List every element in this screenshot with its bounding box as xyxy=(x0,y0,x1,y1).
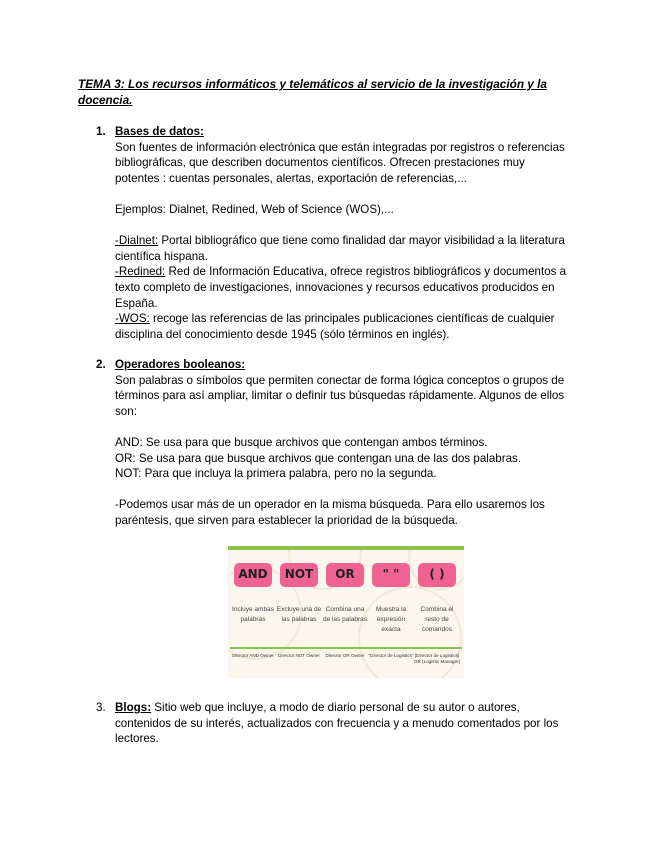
paragraph-line: términos para así ampliar, limitar o definir tus búsquedas rápidamente. Algunos de ellos xyxy=(115,389,565,403)
paragraph-line: científica hispana. xyxy=(115,249,208,263)
wos-label: -WOS: xyxy=(115,312,150,326)
paragraph-line: bibliográficas, que describen documentos científicos. Ofrecen prestaciones muy xyxy=(115,156,525,170)
paragraph-line: paréntesis, que sirven para establecer la prioridad de la búsqueda. xyxy=(115,513,458,527)
not-definition: NOT: Para que incluya la primera palabra, pero no la segunda. xyxy=(115,467,437,481)
paragraph-line: -Podemos usar más de un operador en la misma búsqueda. Para ello usaremos los xyxy=(115,498,545,512)
and-definition: AND: Se usa para que busque archivos que contengan ambos términos. xyxy=(115,435,488,449)
operator-example: Director NOT Owner xyxy=(278,653,320,658)
figure-divider xyxy=(230,647,462,649)
section-number: 3. xyxy=(96,701,106,714)
operator-description: Excluye una de las palabras xyxy=(276,606,322,623)
wos-definition: -WOS: recoge las referencias de las principales publicaciones científicas de cualquier xyxy=(115,312,555,326)
paragraph-line: disciplina del conocimiento desde 1945 (sólo términos en inglés). xyxy=(115,327,450,341)
figure-top-bar xyxy=(228,546,464,550)
paragraph-line: texto completo de investigaciones, innovaciones y recursos educativos producidos en xyxy=(115,280,555,294)
operator-example: "Director de Logistics" xyxy=(368,653,414,658)
or-definition: OR: Se usa para que busque archivos que contengan una de las dos palabras. xyxy=(115,451,522,465)
paragraph-line: Son palabras o símbolos que permiten conectar de forma lógica conceptos o grupos de xyxy=(115,373,565,387)
dialnet-label: -Dialnet: xyxy=(115,234,159,248)
section-heading: Bases de datos: xyxy=(115,125,204,138)
dialnet-definition: -Dialnet: Portal bibliográfico que tiene como finalidad dar mayor visibilidad a la literatura xyxy=(115,234,565,248)
operator-description: Muestra la expresión exacta xyxy=(375,606,407,633)
paragraph-line: Son fuentes de información electrónica que están integradas por registros o referencias xyxy=(115,140,565,154)
operator-description: Incluye ambas palabras xyxy=(232,606,274,623)
or-operator-icon: OR xyxy=(326,563,364,587)
examples-line: Ejemplos: Dialnet, Redined, Web of Science (WOS),... xyxy=(115,202,394,216)
operator-description: Combina el resto de comandos xyxy=(420,606,454,633)
boolean-operators-figure xyxy=(228,546,464,678)
section-heading: Operadores booleanos: xyxy=(115,358,246,371)
operator-description: Combina una de las palabras xyxy=(322,606,368,623)
quotes-operator-icon: " " xyxy=(372,563,410,587)
paragraph-line: España. xyxy=(115,296,158,310)
paragraph-line: lectores. xyxy=(115,732,159,746)
section-number: 2. xyxy=(96,358,106,371)
redined-label: -Redined: xyxy=(115,265,166,279)
paragraph-line: contenidos de su interés, actualizados con frecuencia y a menudo comentados por los xyxy=(115,716,559,730)
blogs-definition: Blogs: Sitio web que incluye, a modo de diario personal de su autor o autores, xyxy=(115,701,520,714)
and-operator-icon: AND xyxy=(234,563,272,587)
section-heading: Blogs: xyxy=(115,701,152,714)
operator-example: Director AND Owner xyxy=(232,653,274,658)
document-title: TEMA 3: Los recursos informáticos y telemáticos al servicio de la investigación y la docencia. xyxy=(78,77,547,107)
section-number: 1. xyxy=(96,125,106,138)
paragraph-line: son: xyxy=(115,404,137,418)
operator-example: (Director de Logistics) OR (Logistic Manager) xyxy=(413,653,461,664)
redined-definition: -Redined: Red de Información Educativa, ofrece registros bibliográficos y documentos a xyxy=(115,265,567,279)
not-operator-icon: NOT xyxy=(280,563,318,587)
operator-example: Director OR Owner xyxy=(325,653,365,658)
parentheses-operator-icon: ( ) xyxy=(418,563,456,587)
paragraph-line: potentes : cuentas personales, alertas, exportación de referencias,... xyxy=(115,171,467,185)
